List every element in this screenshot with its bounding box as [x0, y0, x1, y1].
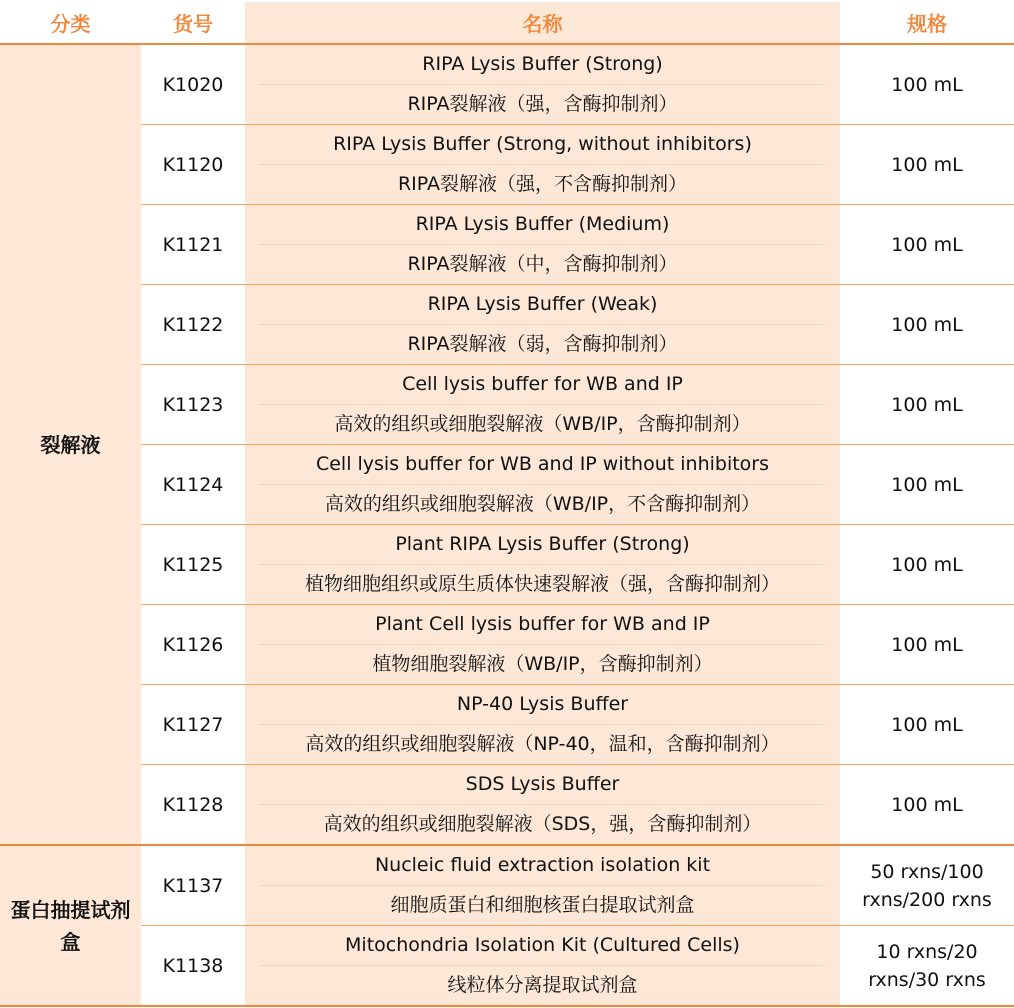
code-cell: K1137 [141, 845, 245, 926]
table-row [0, 845, 1014, 926]
name-cn: 植物细胞裂解液（WB/IP，含酶抑制剂） [372, 653, 713, 675]
spec-text: 100 mL [891, 793, 963, 816]
name-cell [245, 845, 840, 926]
spec-cell [840, 845, 1014, 926]
name-en: Cell lysis buffer for WB and IP [259, 365, 826, 405]
name-cn: RIPA裂解液（强，含酶抑制剂） [407, 93, 678, 115]
category-cell: 蛋白抽提试剂盒 [0, 845, 141, 1006]
name-en: Nucleic fluid extraction isolation kit [259, 846, 826, 886]
name-cn: 植物细胞组织或原生质体快速裂解液（强，含酶抑制剂） [304, 573, 780, 595]
code-cell: K1124 [141, 445, 245, 525]
code-cell: K1121 [141, 205, 245, 285]
name-en: Cell lysis buffer for WB and IP without inhibitors [259, 445, 826, 485]
code-cell: K1128 [141, 765, 245, 846]
name-cell [245, 445, 840, 525]
code-cell: K1123 [141, 365, 245, 445]
spec-text: 100 mL [891, 313, 963, 336]
name-en: SDS Lysis Buffer [259, 765, 826, 805]
header-name: 名称 [245, 2, 840, 44]
spec-text: 50 rxns/100 rxns/200 rxns [862, 860, 992, 911]
spec-cell [840, 44, 1014, 125]
spec-cell [840, 125, 1014, 205]
spec-cell [840, 685, 1014, 765]
table-row [0, 525, 1014, 605]
product-table [0, 2, 1014, 1007]
code-cell: K1127 [141, 685, 245, 765]
name-cell [245, 44, 840, 125]
spec-cell [840, 205, 1014, 285]
name-cell [245, 605, 840, 685]
spec-cell [840, 605, 1014, 685]
spec-text: 100 mL [891, 233, 963, 256]
spec-cell [840, 926, 1014, 1007]
name-cell [245, 525, 840, 605]
code-cell: K1122 [141, 285, 245, 365]
code-cell: K1120 [141, 125, 245, 205]
name-en: RIPA Lysis Buffer (Medium) [259, 205, 826, 245]
name-en: RIPA Lysis Buffer (Strong) [259, 45, 826, 85]
spec-text: 100 mL [891, 713, 963, 736]
spec-text: 100 mL [891, 633, 963, 656]
name-en: RIPA Lysis Buffer (Weak) [259, 285, 826, 325]
name-en: Plant RIPA Lysis Buffer (Strong) [259, 525, 826, 565]
name-cell [245, 685, 840, 765]
header-category: 分类 [0, 2, 141, 44]
spec-text: 100 mL [891, 393, 963, 416]
table-row [0, 125, 1014, 205]
spec-cell [840, 525, 1014, 605]
spec-text: 100 mL [891, 153, 963, 176]
name-cn: 高效的组织或细胞裂解液（NP-40，温和，含酶抑制剂） [305, 733, 780, 755]
table-body [0, 44, 1014, 1006]
header-spec: 规格 [840, 2, 1014, 44]
name-cn: 高效的组织或细胞裂解液（SDS，强，含酶抑制剂） [323, 813, 762, 835]
spec-cell [840, 445, 1014, 525]
name-cn: RIPA裂解液（强，不含酶抑制剂） [397, 173, 688, 195]
name-cell [245, 205, 840, 285]
name-cn: 细胞质蛋白和细胞核蛋白提取试剂盒 [390, 894, 695, 916]
code-cell: K1126 [141, 605, 245, 685]
spec-cell [840, 285, 1014, 365]
name-cell [245, 125, 840, 205]
table-row [0, 926, 1014, 1007]
name-en: Plant Cell lysis buffer for WB and IP [259, 605, 826, 645]
code-cell: K1020 [141, 44, 245, 125]
table-header [0, 2, 1014, 44]
spec-cell [840, 765, 1014, 846]
spec-text: 100 mL [891, 473, 963, 496]
table-row [0, 605, 1014, 685]
spec-text: 100 mL [891, 553, 963, 576]
spec-cell [840, 365, 1014, 445]
spec-text: 100 mL [891, 73, 963, 96]
header-code: 货号 [141, 2, 245, 44]
table-row [0, 445, 1014, 525]
table-row [0, 685, 1014, 765]
name-cell [245, 765, 840, 846]
table-row [0, 44, 1014, 125]
code-cell: K1138 [141, 926, 245, 1007]
name-cell [245, 285, 840, 365]
name-en: RIPA Lysis Buffer (Strong, without inhibitors) [259, 125, 826, 165]
name-cell [245, 926, 840, 1007]
name-cn: 线粒体分离提取试剂盒 [447, 974, 638, 996]
table-row [0, 285, 1014, 365]
table-row [0, 205, 1014, 285]
name-cn: 高效的组织或细胞裂解液（WB/IP，不含酶抑制剂） [324, 493, 761, 515]
table-row [0, 765, 1014, 846]
table-row [0, 365, 1014, 445]
name-cn: 高效的组织或细胞裂解液（WB/IP，含酶抑制剂） [334, 413, 751, 435]
name-cell [245, 365, 840, 445]
category-cell: 裂解液 [0, 44, 141, 845]
spec-text: 10 rxns/20 rxns/30 rxns [868, 940, 986, 991]
name-en: Mitochondria Isolation Kit (Cultured Cells) [259, 926, 826, 966]
name-en: NP-40 Lysis Buffer [259, 685, 826, 725]
code-cell: K1125 [141, 525, 245, 605]
name-cn: RIPA裂解液（弱，含酶抑制剂） [407, 333, 678, 355]
name-cn: RIPA裂解液（中，含酶抑制剂） [407, 253, 678, 275]
